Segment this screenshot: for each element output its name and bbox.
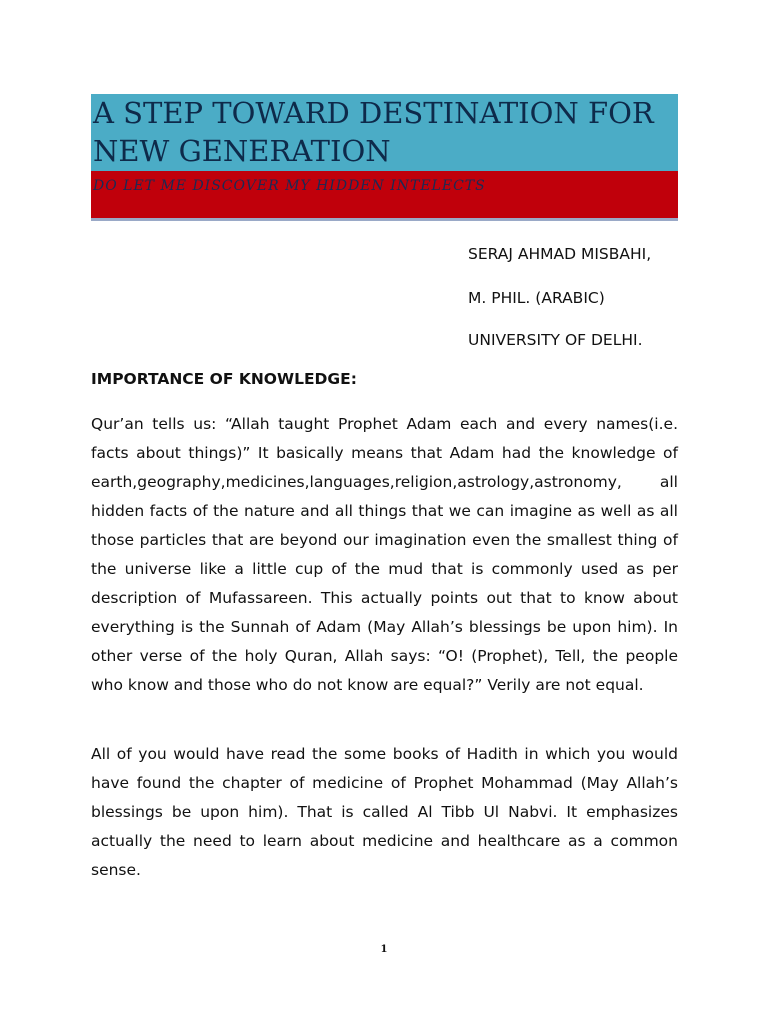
author-name: SERAJ AHMAD MISBAHI, <box>468 245 652 263</box>
paragraph-2: All of you would have read the some books of Hadith in which you would have found the chapter of medicine of Prophet Mohammad (May Allah’s blessings be upon him). That is called Al Tibb Ul Nabvi. It emphasizes actually the need to learn about medicine and healthcare as a common sense. <box>91 745 678 879</box>
paragraph-1: Qur’an tells us: “Allah taught Prophet Adam each and every names(i.e. facts about things)” It basically means that Adam had the knowledge of earth,geography,medicines,languages,religion,astrology,astronomy, all hidden facts of the nature and all things that we can imagine as well as all those particles that are beyond our imagination even the smallest thing of the universe like a little cup of the mud that is commonly used as per description of Mufassareen. This actually points out that to know about everything is the Sunnah of Adam (May Allah’s blessings be upon him). In other verse of the holy Quran, Allah says: “O! (Prophet), Tell, the people who know and those who do not know are equal?” Verily are not equal. <box>91 415 678 694</box>
document-subtitle: DO LET ME DISCOVER MY HIDDEN INTELECTS <box>93 178 486 194</box>
author-institution: UNIVERSITY OF DELHI. <box>468 331 643 349</box>
page-number: 1 <box>380 944 388 955</box>
section-heading: IMPORTANCE OF KNOWLEDGE: <box>91 370 357 388</box>
subtitle-divider <box>91 218 678 221</box>
document-title: A STEP TOWARD DESTINATION FOR NEW GENERATION <box>93 96 654 168</box>
author-degree: M. PHIL. (ARABIC) <box>468 289 605 307</box>
